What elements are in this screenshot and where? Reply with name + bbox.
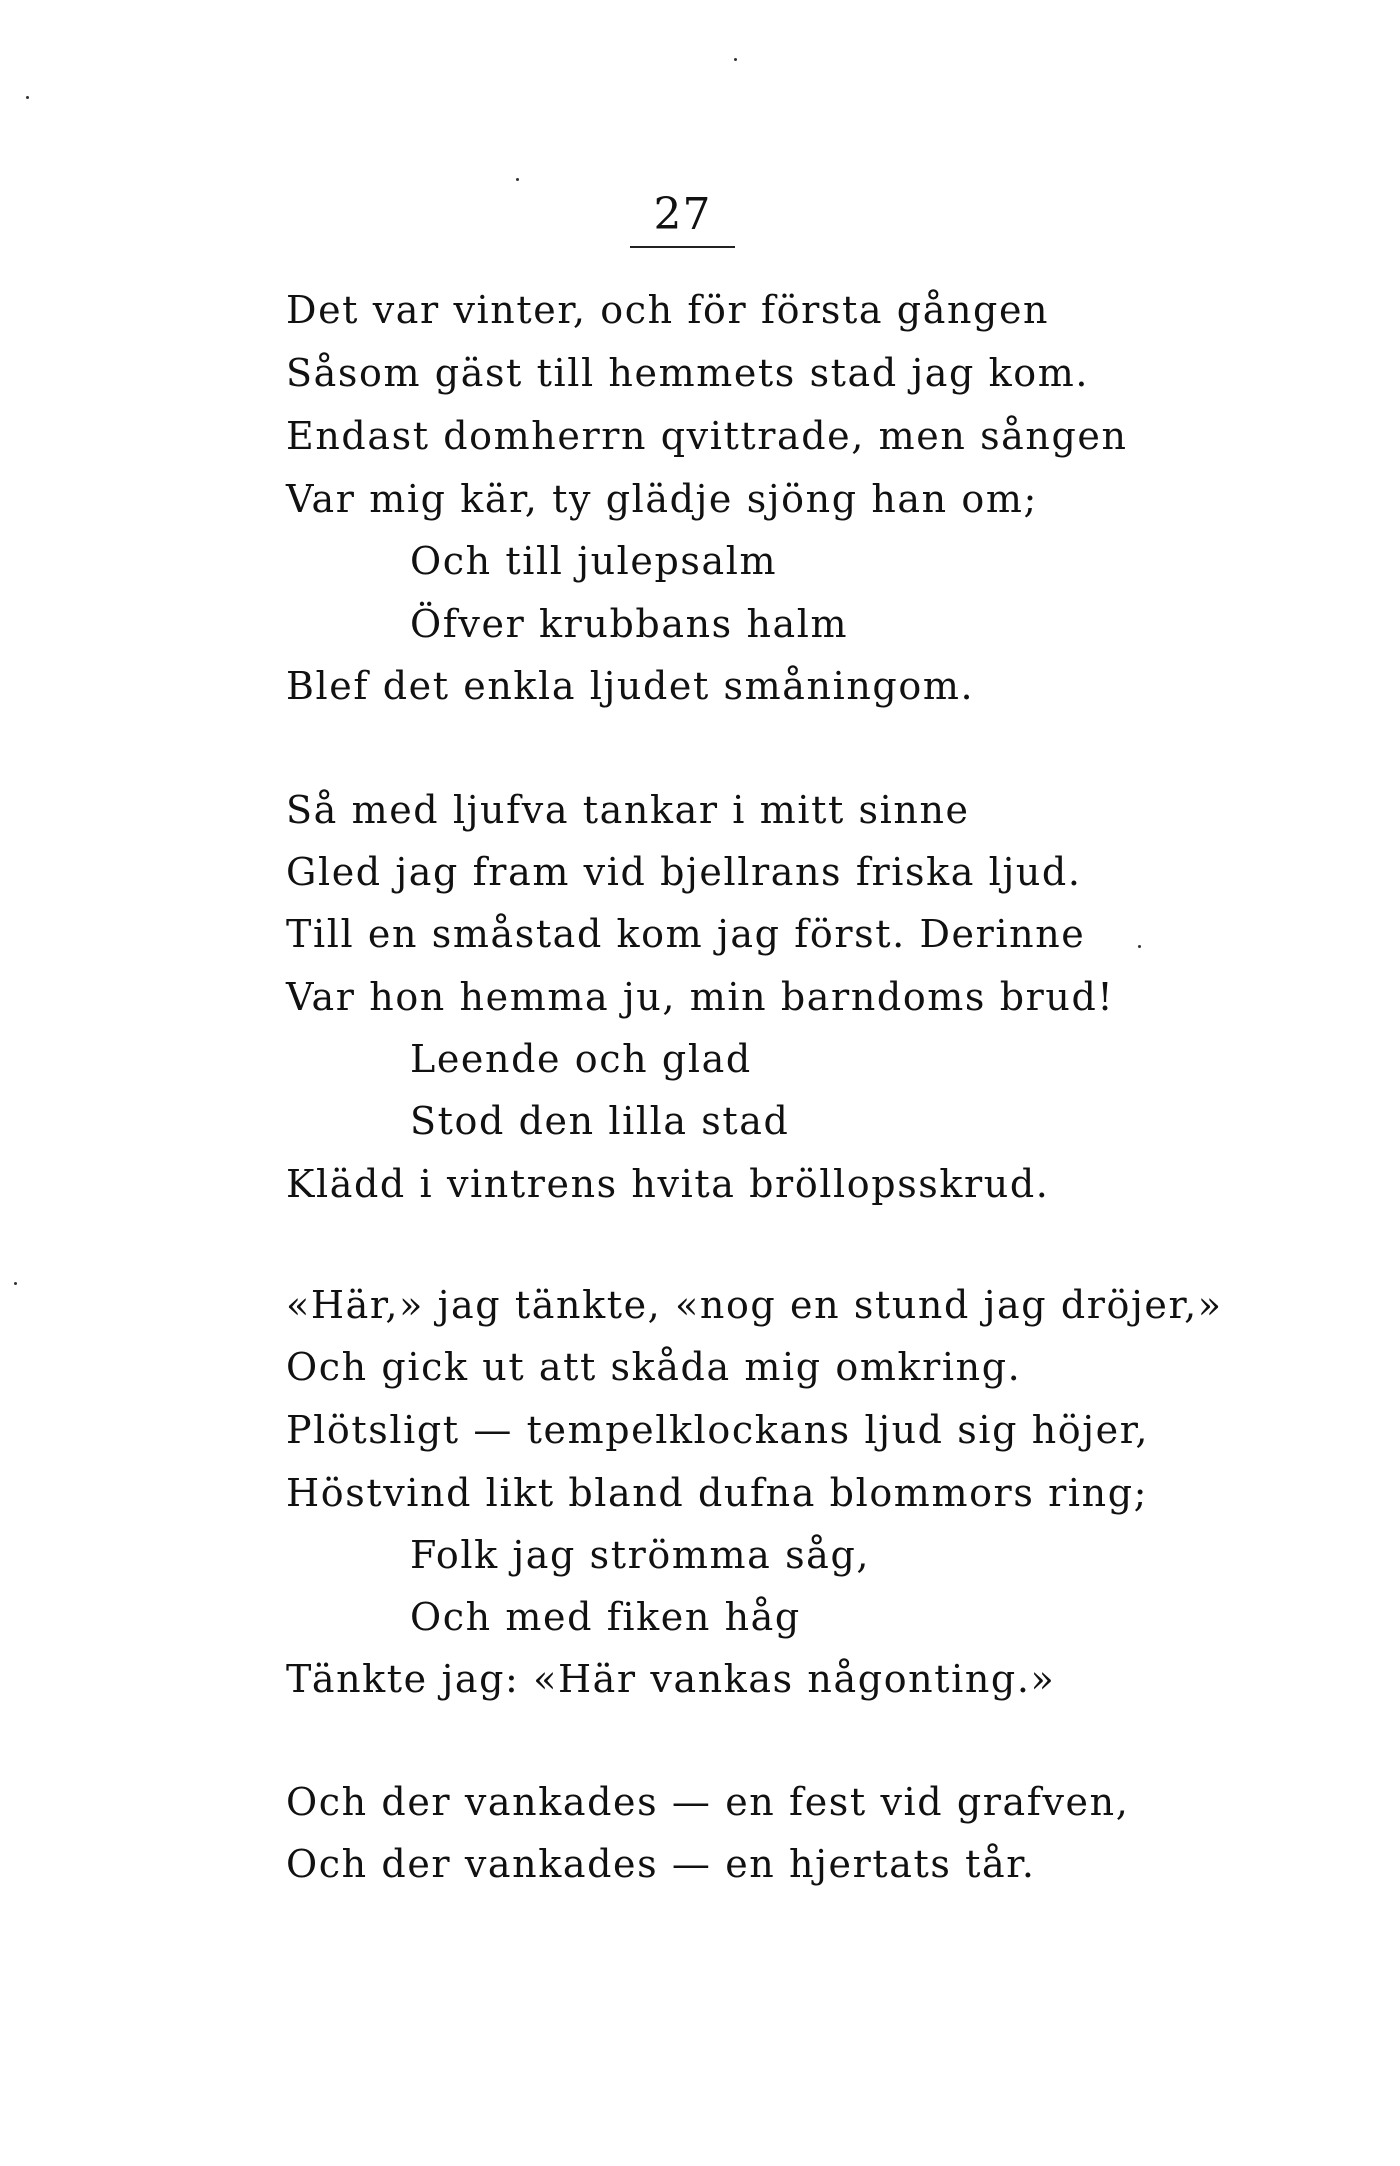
scan-speck xyxy=(1138,945,1141,948)
poem-line: Så med ljufva tankar i mitt sinne xyxy=(286,788,970,832)
poem-line: Det var vinter, och för första gången xyxy=(286,288,1050,332)
poem-line: Tänkte jag: «Här vankas någonting.» xyxy=(286,1657,1056,1701)
poem-line: Endast domherrn qvittrade, men sången xyxy=(286,414,1128,458)
scan-speck xyxy=(14,1282,17,1285)
poem-line: «Här,» jag tänkte, «nog en stund jag dröjer,» xyxy=(286,1283,1223,1327)
page-number-rule xyxy=(630,246,735,248)
poem-line: Såsom gäst till hemmets stad jag kom. xyxy=(286,351,1090,395)
poem-line: Var mig kär, ty glädje sjöng han om; xyxy=(286,477,1038,521)
poem-line: Var hon hemma ju, min barndoms brud! xyxy=(286,975,1115,1019)
page-number: 27 xyxy=(653,189,712,240)
scan-speck xyxy=(516,178,519,181)
poem-line: Leende och glad xyxy=(410,1037,752,1081)
poem-line: Klädd i vintrens hvita bröllopsskrud. xyxy=(286,1162,1050,1206)
poem-line: Plötsligt — tempelklockans ljud sig höjer, xyxy=(286,1408,1150,1452)
poem-line: Till en småstad kom jag först. Derinne xyxy=(286,912,1086,956)
poem-line: Och gick ut att skåda mig omkring. xyxy=(286,1345,1022,1389)
poem-line: Blef det enkla ljudet småningom. xyxy=(286,664,975,708)
poem-line: Och der vankades — en fest vid grafven, xyxy=(286,1780,1130,1824)
scan-speck xyxy=(734,58,737,61)
poem-line: Och der vankades — en hjertats tår. xyxy=(286,1842,1036,1886)
poem-line: Folk jag strömma såg, xyxy=(410,1533,871,1577)
poem-line: Och med fiken håg xyxy=(410,1595,801,1639)
poem-line: Öfver krubbans halm xyxy=(410,602,849,646)
poem-line: Och till julepsalm xyxy=(410,539,778,583)
poem-line: Höstvind likt bland dufna blommors ring; xyxy=(286,1471,1149,1515)
scan-speck xyxy=(26,96,29,99)
poem-line: Stod den lilla stad xyxy=(410,1099,790,1143)
poem-line: Gled jag fram vid bjellrans friska ljud. xyxy=(286,850,1082,894)
